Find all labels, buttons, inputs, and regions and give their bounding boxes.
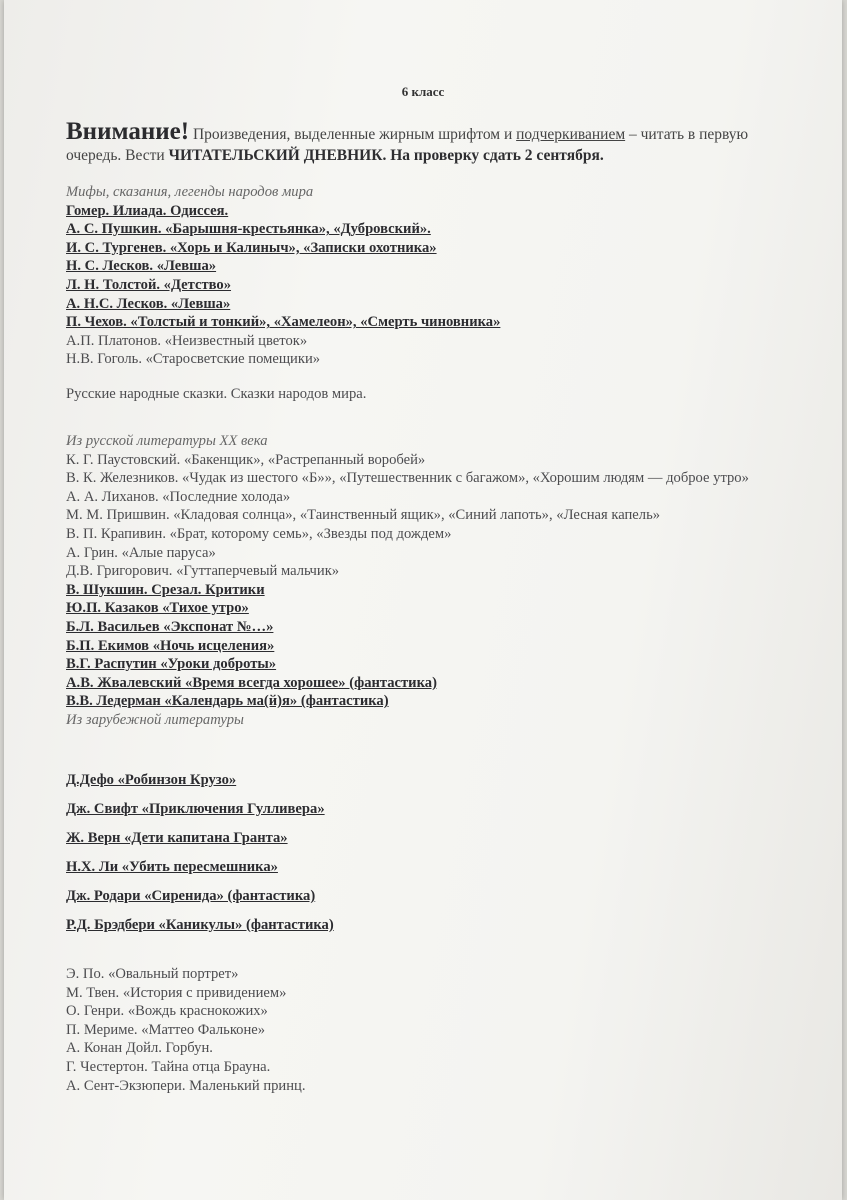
list-item: В.В. Ледерман «Календарь ма(й)я» (фантастика): [66, 693, 389, 710]
section-20th-century: [66, 432, 806, 730]
grade-heading: 6 класс: [401, 84, 445, 99]
list-item: А. Грин. «Алые паруса»: [66, 544, 216, 561]
list-item: А.В. Жвалевский «Время всегда хорошее» (фантастика): [66, 674, 437, 691]
list-item: Р.Д. Брэдбери «Каникулы» (фантастика): [66, 917, 334, 933]
list-item: В. Шукшин. Срезал. Критики: [66, 581, 265, 598]
section-heading: Из русской литературы XX века: [66, 433, 268, 449]
list-item: Б.Л. Васильев «Экспонат №…»: [66, 618, 274, 635]
list-item: Ж. Верн «Дети капитана Гранта»: [66, 830, 288, 846]
section-foreign-priority: [66, 766, 806, 940]
section-heading: Из зарубежной литературы: [66, 711, 244, 728]
section-heading: Мифы, сказания, легенды народов мира: [66, 184, 314, 200]
list-item: П. Мериме. «Маттео Фальконе»: [66, 1021, 266, 1038]
list-item: Дж. Родари «Сиренида» (фантастика): [66, 888, 316, 904]
document-page: [4, 0, 842, 1200]
list-item: В. К. Железников. «Чудак из шестого «Б»», «Путешественник с багажом», «Хорошим людям — доброе утро»: [66, 470, 749, 487]
list-item: А. Сент-Экзюпери. Маленький принц.: [66, 1077, 306, 1094]
folk-tales-line: [66, 385, 806, 404]
section-myths: [66, 183, 806, 369]
list-item: Г. Честертон. Тайна отца Брауна.: [66, 1058, 271, 1075]
list-item: А. С. Пушкин. «Барышня-крестьянка», «Дубровский».: [66, 221, 431, 238]
list-item: А. Конан Дойл. Горбун.: [66, 1040, 213, 1057]
list-item: Ю.П. Казаков «Тихое утро»: [66, 600, 249, 617]
list-item: Н.Х. Ли «Убить пересмешника»: [66, 859, 278, 875]
list-item: Гомер. Илиада. Одиссея.: [66, 202, 229, 219]
list-item: П. Чехов. «Толстый и тонкий», «Хамелеон», «Смерть чиновника»: [66, 314, 501, 331]
list-item: А.П. Платонов. «Неизвестный цветок»: [66, 332, 308, 349]
list-item: В.Г. Распутин «Уроки доброты»: [66, 656, 277, 673]
list-item: Н.В. Гоголь. «Старосветские помещики»: [66, 351, 321, 368]
list-item: А. Н.С. Лесков. «Левша»: [66, 295, 231, 312]
list-item: А. А. Лиханов. «Последние холода»: [66, 488, 291, 505]
list-item: О. Генри. «Вождь краснокожих»: [66, 1003, 268, 1020]
list-item: Б.П. Екимов «Ночь исцеления»: [66, 637, 275, 654]
list-item: Дж. Свифт «Приключения Гулливера»: [66, 801, 325, 817]
list-item: Н. С. Лесков. «Левша»: [66, 258, 217, 275]
list-item: М. М. Пришвин. «Кладовая солнца», «Таинственный ящик», «Синий лапоть», «Лесная капель»: [66, 507, 661, 524]
list-item: Русские народные сказки. Сказки народов мира.: [66, 386, 367, 402]
list-item: Д.Дефо «Робинзон Крузо»: [66, 772, 237, 788]
list-item: К. Г. Паустовский. «Бакенщик», «Растрепанный воробей»: [66, 451, 426, 468]
list-item: Э. По. «Овальный портрет»: [66, 966, 239, 982]
intro-paragraph: [66, 118, 786, 166]
attention-word: Внимание!: [66, 118, 190, 145]
list-item: И. С. Тургенев. «Хорь и Калиныч», «Записки охотника»: [66, 239, 437, 256]
list-item: М. Твен. «История с привидением»: [66, 984, 287, 1001]
intro-text-1: Произведения, выделенные жирным шрифтом и: [189, 126, 517, 143]
intro-underlined-word: подчеркиванием: [516, 126, 626, 143]
section-foreign-extra: [66, 965, 806, 1095]
list-item: Д.В. Григорович. «Гуттаперчевый мальчик»: [66, 563, 340, 580]
intro-text-2: – читать в первую очередь. Вести: [66, 126, 749, 164]
list-item: В. П. Крапивин. «Брат, которому семь», «Звезды под дождем»: [66, 525, 452, 542]
list-item: Л. Н. Толстой. «Детство»: [66, 276, 232, 293]
intro-bold-text: ЧИТАТЕЛЬСКИЙ ДНЕВНИК. На проверку сдать 2 сентября.: [168, 147, 604, 164]
